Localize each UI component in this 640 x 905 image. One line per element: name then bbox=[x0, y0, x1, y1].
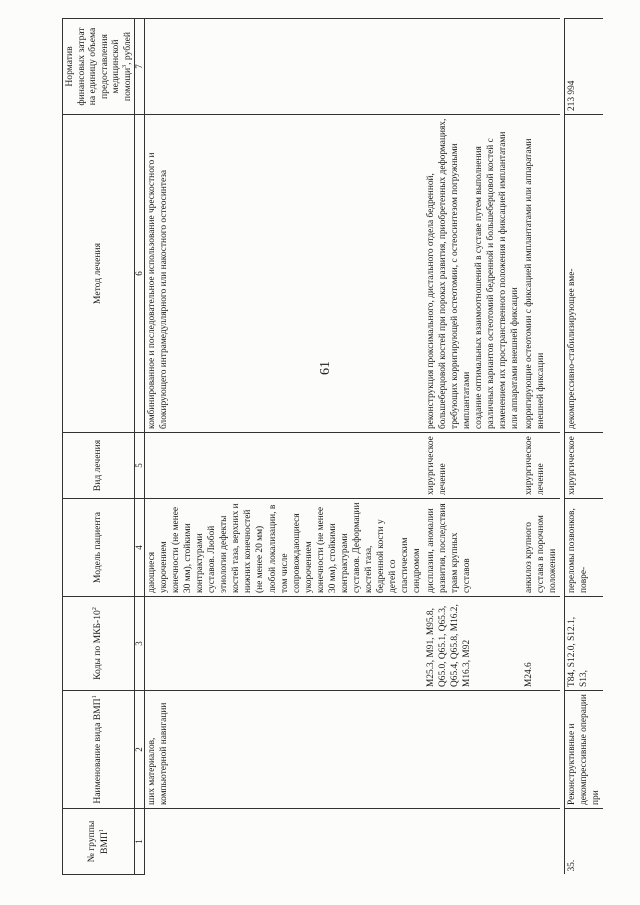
cell-cost bbox=[145, 19, 424, 115]
header-treatment-method: Метод лечения bbox=[63, 115, 135, 433]
cell-name bbox=[522, 691, 560, 809]
cell-model: дающиеся укорочением конечности (не менее 30 мм), стойкими контрактурами суставов. Любой этиологии дефекты костей таза, верхних и нижних конечностей (не менее 20 мм) любой локализации, в том числе сопровождающиеся укорочением конечности (не менее 30 мм), стойкими контрактурами суставов. Деформации костей таза, бедренной кости у детей со спастическим синдромом bbox=[145, 499, 424, 597]
cell-codes: M24.6 bbox=[522, 597, 560, 691]
cell-method: реконструкция проксимального, дистального отдела бедренной, большеберцовой костей при пороках развития, приобретенных деформациях, требующих корригирующей остеотомии, с остеосинтезом погружными имплантатами создание оптимальных взаимоотношений в суставе путем выполнения различных вариантов остеотомий бедренной и большеберцовой костей с изменением их пространственного положения и фиксацией имплантатами или аппаратами внешней фиксации bbox=[424, 115, 522, 433]
column-number: 2 bbox=[135, 691, 145, 809]
rotated-page bbox=[62, 19, 602, 875]
cell-method: декомпрессивно-стабилизирующее вме- bbox=[565, 115, 604, 433]
cell-group bbox=[522, 809, 560, 875]
table-row bbox=[145, 19, 424, 875]
cell-model: анкилоз крупного сустава в порочном положении bbox=[522, 499, 560, 597]
cell-name: Реконструктивные и декомпрессивные операции при bbox=[565, 691, 604, 809]
column-number: 1 bbox=[135, 809, 145, 875]
column-number: 5 bbox=[135, 433, 145, 499]
column-number: 7 bbox=[135, 19, 145, 115]
cell-treatment: хирургическое bbox=[565, 433, 604, 499]
vmp-table bbox=[62, 18, 603, 875]
table-row bbox=[565, 19, 604, 875]
column-number: 6 bbox=[135, 115, 145, 433]
cell-method: корригирующие остеотомии с фиксацией имплантатами или аппаратами внешней фиксации bbox=[522, 115, 560, 433]
header-patient-model: Модель пациента bbox=[63, 499, 135, 597]
cell-cost bbox=[522, 19, 560, 115]
cell-model: дисплазии, аномалии развития, последствия травм крупных суставов bbox=[424, 499, 522, 597]
header-treatment-type: Вид лечения bbox=[63, 433, 135, 499]
cell-model: переломы позвонков, повре- bbox=[565, 499, 604, 597]
page-number: 61 bbox=[318, 361, 333, 375]
cell-codes bbox=[145, 597, 424, 691]
cell-codes: T84, S12.0, S12.1, S13, bbox=[565, 597, 604, 691]
cell-group bbox=[424, 809, 522, 875]
cell-group: 35. bbox=[565, 809, 604, 875]
cell-codes: M25.3, M91, M95.8, Q65.0, Q65.1, Q65.3, Q65.4, Q65.8, M16.2, M16.3, M92 bbox=[424, 597, 522, 691]
cell-method: комбинированное и последовательное использование чрескостного и блокирующего интрамедуллярного или накостного остеосинтеза bbox=[145, 115, 424, 433]
header-vmp-name: Наименование вида ВМП$^1$ bbox=[63, 691, 135, 809]
column-number-row bbox=[135, 19, 145, 875]
header-group-number: № группы ВМП$^1$ bbox=[63, 809, 135, 875]
cell-treatment bbox=[145, 433, 424, 499]
cell-cost bbox=[424, 19, 522, 115]
cell-treatment: хирургическое лечение bbox=[424, 433, 522, 499]
table-row bbox=[522, 19, 560, 875]
table-row bbox=[424, 19, 522, 875]
header-icd-codes: Коды по МКБ-$10^2$ bbox=[63, 597, 135, 691]
cell-treatment: хирургическое лечение bbox=[522, 433, 560, 499]
cell-group bbox=[145, 809, 424, 875]
column-number: 4 bbox=[135, 499, 145, 597]
cell-name bbox=[424, 691, 522, 809]
cell-cost: 213 994 bbox=[565, 19, 604, 115]
column-number: 3 bbox=[135, 597, 145, 691]
header-row bbox=[63, 19, 135, 875]
cell-name: ших материалов, компьютерной навигации bbox=[145, 691, 424, 809]
header-financial-norm: Норматив финансовых затрат на единицу объема предоставления медицинской помощи$^3$, рублей bbox=[63, 19, 135, 115]
